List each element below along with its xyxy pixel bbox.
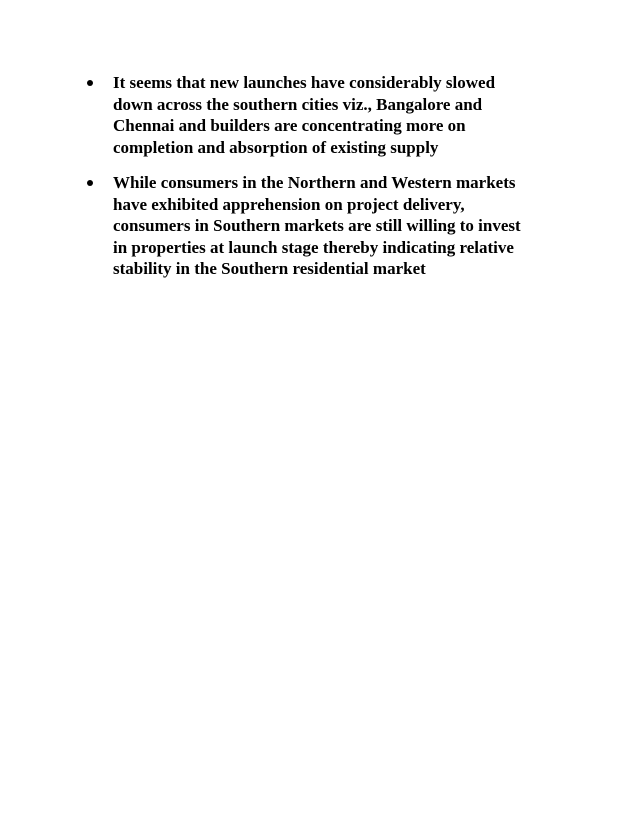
bullet-line: stability in the Southern residential market	[113, 259, 426, 278]
bullet-line: down across the southern cities viz., Bangalore and	[113, 94, 483, 114]
bullet-line: completion and absorption of existing supply	[113, 137, 439, 157]
bullet-line: consumers in Southern markets are still willing to invest	[113, 216, 521, 235]
bullet-item-launches-slowed	[87, 72, 587, 158]
bullet-line: It seems that new launches have considerably slowed	[113, 73, 496, 92]
bullet-item-southern-stability	[87, 172, 587, 280]
bullet-line: While consumers in the Northern and Western markets	[113, 173, 516, 192]
bullet-line: Chennai and builders are concentrating more on	[113, 116, 466, 135]
bullet-point-icon	[87, 180, 93, 186]
bullet-list	[87, 72, 587, 294]
bullet-line: have exhibited apprehension on project delivery,	[113, 194, 465, 214]
bullet-point-icon	[87, 80, 93, 86]
bullet-line: in properties at launch stage thereby indicating relative	[113, 237, 514, 257]
